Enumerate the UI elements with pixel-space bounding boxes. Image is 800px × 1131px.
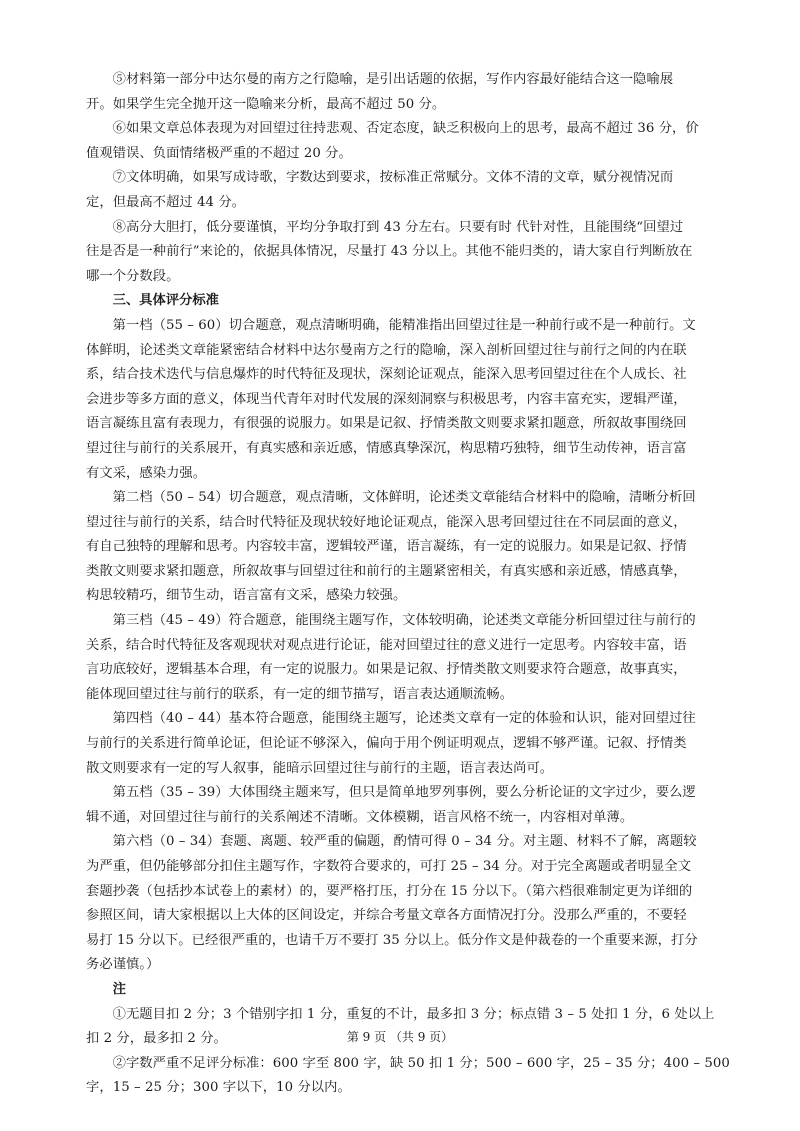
- section-heading: 注: [112, 981, 126, 997]
- body-paragraph: 第四档（40 – 44）基本符合题意，能围绕主题写，论述类文章有一定的体验和认识，能对回望过往 与前行的关系进行简单论证，但论证不够深入，偏向于用个例证明观点，逻辑不够严谨。记叙、抒情类 散文则要求有一定的写人叙事，能暗示回望过往与前行的主题，语言表达尚可。: [86, 711, 696, 776]
- body-paragraph: 第六档（0 – 34）套题、离题、较严重的偏题，酌情可得 0 – 34 分。对主题、材料不了解，离题较 为严重，但仍能够部分扣住主题写作，字数符合要求的，可打 25 – 34 分。对于完全离题或者明显全文 套题抄袭（包括抄本试卷上的素材）的，要严格打压，打分在 15 分以下。（第六档很难制定更为详细的 参照区间，请大家根据以上大体的区间设定，并综合考量文章各方面情况打分。没那么严重的，不要轻 易打 15 分以下。已经很严重的，也请千万不要打 35 分以上。低分作文是仲裁卷的一个重要来源，打分 务必谨慎。）: [86, 834, 698, 973]
- body-paragraph: 第二档（50 – 54）切合题意，观点清晰，文体鲜明，论述类文章能结合材料中的隐喻，清晰分析回 望过往与前行的关系，结合时代特征及现状较好地论证观点，能深入思考回望过往在不同层面的意义， 有自己独特的理解和思考。内容较丰富，逻辑较严谨，语言凝练，有一定的说服力。如果是记叙、抒情 类散文则要求紧扣题意，所叙故事与回望过往和前行的主题紧密相关，有真实感和亲近感，情感真挚， 构思较精巧，细节生动，语言富有文采，感染力较强。: [86, 490, 696, 604]
- body-paragraph: ②字数严重不足评分标准：600 字至 800 字，缺 50 扣 1 分；500 – 600 字，25 – 35 分；400 – 500 字，15 – 25 分；300 字以下，10 分以内。: [86, 1055, 730, 1096]
- body-paragraph: ①无题目扣 2 分；3 个错别字扣 1 分，重复的不计，最多扣 3 分；标点错 3 – 5 处扣 1 分，6 处以上 扣 2 分，最多扣 2 分。: [86, 1006, 715, 1047]
- document-body: [86, 68, 730, 1101]
- body-paragraph: ⑧高分大胆打，低分要谨慎，平均分争取打到 43 分左右。只要有时 代针对性，且能围绕“回望过 往是否是一种前行”来论的，依据具体情况，尽量打 43 分以上。其他不能归类的，请大家自行判断放在 哪一个分数段。: [86, 219, 693, 284]
- body-paragraph: 第一档（55 – 60）切合题意，观点清晰明确，能精准指出回望过往是一种前行或不是一种前行。文 体鲜明，论述类文章能紧密结合材料中达尔曼南方之行的隐喻，深入剖析回望过往与前行之间的内在联 系，结合技术迭代与信息爆炸的时代特征及现状，深刻论证观点，能深入思考回望过往在个人成长、社 会进步等多方面的意义，体现当代青年对时代发展的深刻洞察与积极思考，内容丰富充实，逻辑严谨， 语言凝练且富有表现力，有很强的说服力。如果是记叙、抒情类散文则要求紧扣题意，所叙故事围绕回 望过往与前行的关系展开，有真实感和亲近感，情感真挚深沉，构思精巧独特，细节生动传神，语言富 有文采，感染力强。: [86, 317, 696, 481]
- body-paragraph: 第三档（45 – 49）符合题意，能围绕主题写作，文体较明确，论述类文章能分析回望过往与前行的 关系，结合时代特征及客观现状对观点进行论证，能对回望过往的意义进行一定思考。内容较丰富，语 言功底较好，逻辑基本合理，有一定的说服力。如果是记叙、抒情类散文则要求符合题意，故事真实， 能体现回望过往与前行的联系，有一定的细节描写，语言表达通顺流畅。: [86, 613, 696, 702]
- body-paragraph: ⑦文体明确，如果写成诗歌，字数达到要求，按标准正常赋分。文体不清的文章，赋分视情况而 定，但最高不超过 44 分。: [86, 170, 674, 210]
- section-heading: 三、具体评分标准: [112, 293, 219, 309]
- body-paragraph: ⑥如果文章总体表现为对回望过往持悲观、否定态度，缺乏积极向上的思考，最高不超过 36 分，价 值观错误、负面情绪极严重的不超过 20 分。: [86, 121, 699, 161]
- page-footer: 第 9 页 （共 9 页）: [346, 1030, 454, 1044]
- body-paragraph: ⑤材料第一部分中达尔曼的南方之行隐喻，是引出话题的依据，写作内容最好能结合这一隐喻展 开。如果学生完全抛开这一隐喻来分析，最高不超过 50 分。: [86, 72, 674, 112]
- body-paragraph: 第五档（35 – 39）大体围绕主题来写，但只是简单地罗列事例，要么分析论证的文字过少，要么逻 辑不通，对回望过往与前行的关系阐述不清晰。文体模糊，语言风格不统一，内容相对单薄。: [86, 785, 696, 825]
